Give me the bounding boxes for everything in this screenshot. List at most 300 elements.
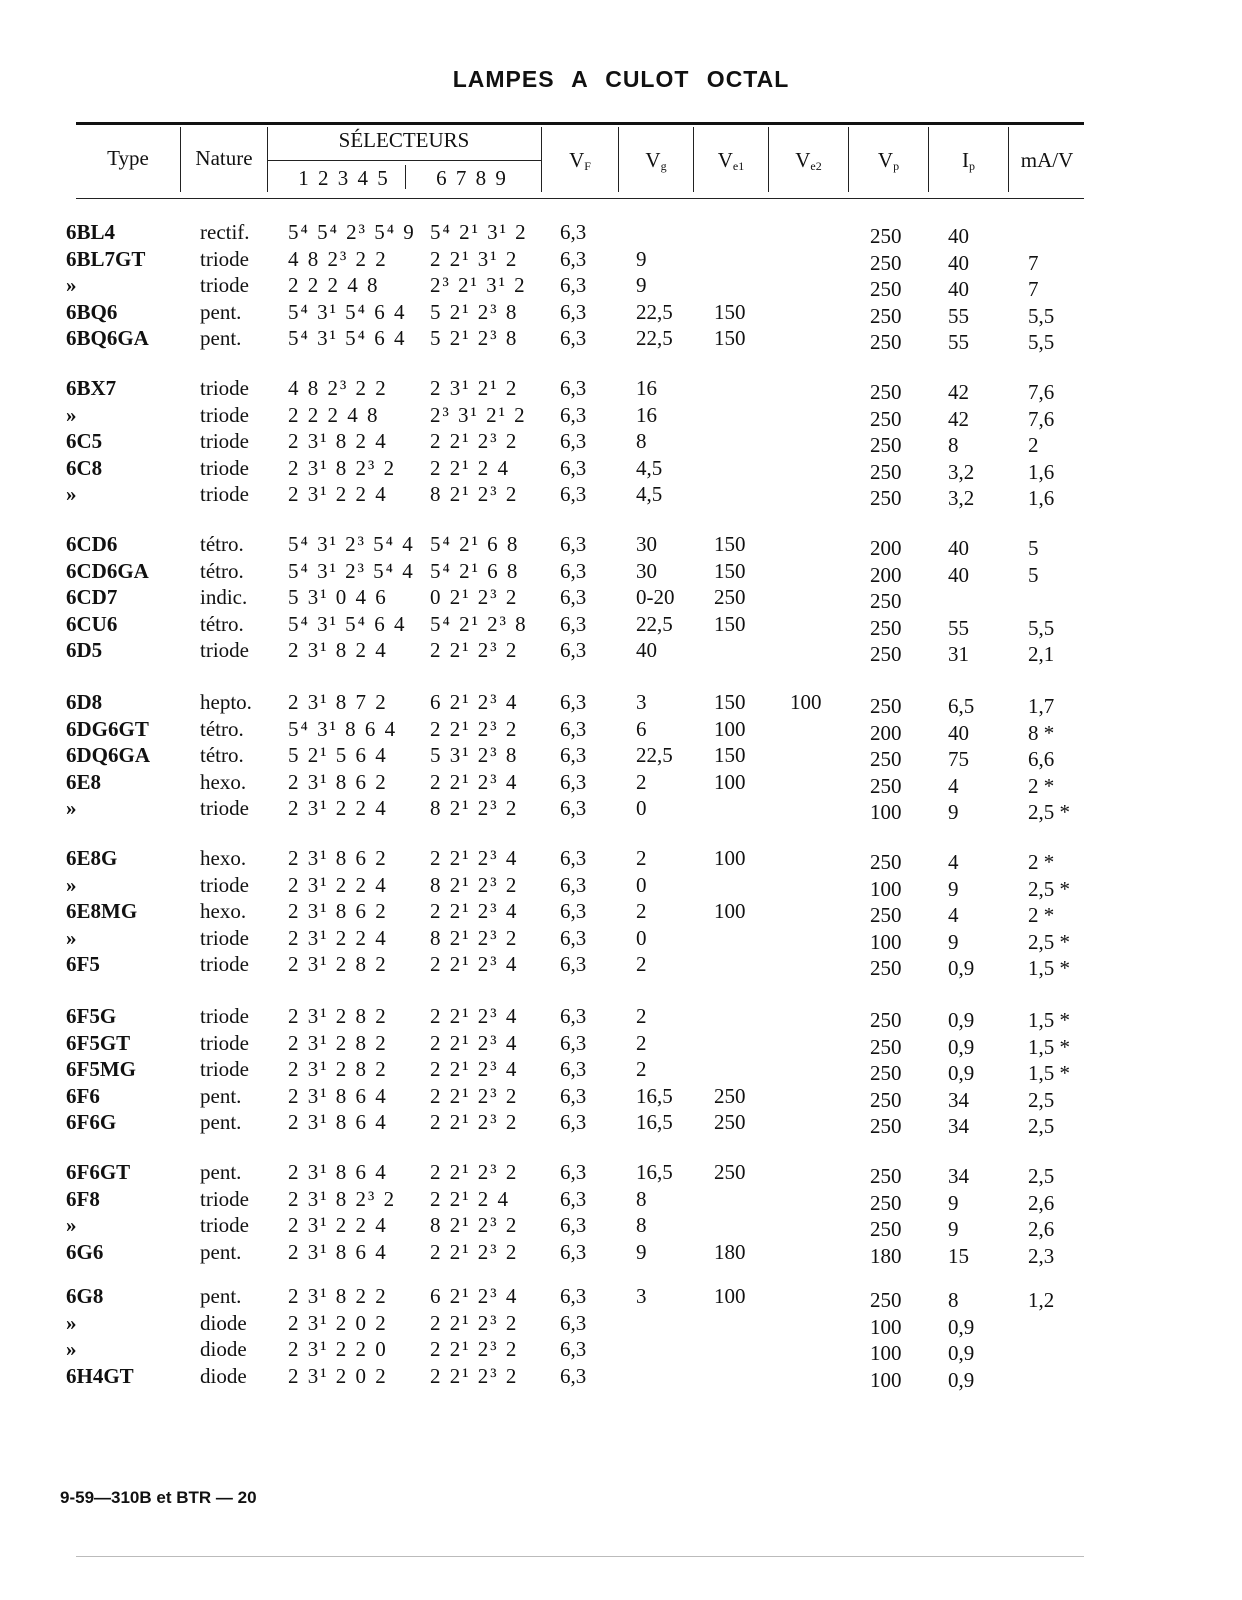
cell-s2: 2 2¹ 2³ 2	[430, 1363, 519, 1388]
cell-vg: 30	[636, 558, 657, 583]
table-row	[0, 1213, 1242, 1240]
cell-vf: 6,3	[560, 429, 587, 454]
cell-ve1: 100	[714, 769, 746, 794]
cell-mav: 1,5 *	[1028, 1034, 1070, 1059]
cell-vf: 6,3	[560, 1186, 587, 1211]
table-row	[0, 796, 1242, 823]
cell-vf: 6,3	[560, 376, 587, 400]
cell-vf: 6,3	[560, 769, 587, 794]
cell-vf: 6,3	[560, 402, 587, 427]
cell-ip: 4	[948, 773, 959, 798]
table-row	[0, 429, 1242, 456]
cell-vf: 6,3	[560, 482, 587, 507]
cell-type: 6F5GT	[66, 1030, 131, 1055]
cell-ve1: 250	[714, 585, 746, 610]
cell-s1: 2 3¹ 8 6 4	[288, 1110, 388, 1135]
table-row	[0, 899, 1242, 926]
cell-ip: 34	[948, 1087, 969, 1112]
cell-ve1: 150	[714, 326, 746, 351]
cell-mav: 2,5	[1028, 1114, 1055, 1139]
cell-ip: 40	[948, 277, 969, 302]
cell-mav: 2,1	[1028, 642, 1055, 667]
cell-ip: 4	[948, 903, 959, 928]
cell-vg: 16	[636, 402, 657, 427]
cell-vf: 6,3	[560, 690, 587, 714]
table-row	[0, 403, 1242, 430]
cell-ve1: 150	[714, 532, 746, 556]
cell-vg: 9	[636, 273, 647, 298]
cell-s1: 2 3¹ 2 2 4	[288, 1213, 388, 1238]
cell-vg: 22,5	[636, 299, 673, 324]
cell-vf: 6,3	[560, 1110, 587, 1135]
cell-s1: 2 3¹ 2 0 2	[288, 1310, 388, 1335]
cell-vf: 6,3	[560, 1057, 587, 1082]
table-row	[0, 638, 1242, 665]
cell-vp: 250	[870, 459, 902, 484]
cell-type: 6F6G	[66, 1110, 117, 1135]
cell-nature: triode	[200, 1213, 249, 1238]
header-vg-label: V	[645, 148, 661, 172]
cell-ip: 0,9	[948, 1341, 975, 1366]
cell-type: 6D8	[66, 690, 103, 714]
cell-ve1: 150	[714, 690, 746, 714]
table-row	[0, 770, 1242, 797]
cell-type: 6CD6GA	[66, 558, 149, 583]
cell-nature: triode	[200, 872, 249, 897]
cell-nature: triode	[200, 925, 249, 950]
table-row	[0, 717, 1242, 744]
cell-vg: 4,5	[636, 482, 663, 507]
cell-vg: 16	[636, 376, 657, 400]
header-ve1-label: V	[717, 148, 733, 172]
cell-s2: 2 2¹ 2³ 4	[430, 1057, 519, 1082]
cell-mav: 2 *	[1028, 773, 1055, 798]
cell-type: 6H4GT	[66, 1363, 134, 1388]
cell-type: 6DG6GT	[66, 716, 149, 741]
cell-type: 6BQ6GA	[66, 326, 149, 351]
cell-s2: 0 2¹ 2³ 2	[430, 585, 519, 610]
table-row	[0, 952, 1242, 979]
cell-vp: 250	[870, 642, 902, 667]
cell-vf: 6,3	[560, 952, 587, 977]
cell-nature: triode	[200, 1057, 249, 1082]
cell-vg: 40	[636, 638, 657, 663]
cell-vg: 2	[636, 1030, 647, 1055]
cell-vf: 6,3	[560, 1030, 587, 1055]
cell-nature: tétro.	[200, 558, 244, 583]
header-selecteurs-6-9: 6 7 8 9	[436, 166, 508, 190]
table-row	[0, 1337, 1242, 1364]
cell-mav: 8 *	[1028, 720, 1055, 745]
page-footer: 9-59—310B et BTR — 20	[60, 1488, 257, 1507]
cell-s1: 2 3¹ 8 2 4	[288, 638, 388, 663]
cell-mav: 6,6	[1028, 747, 1055, 772]
cell-mav: 2,6	[1028, 1217, 1055, 1242]
cell-ve1: 100	[714, 846, 746, 870]
cell-vp: 200	[870, 536, 902, 560]
cell-s1: 2 3¹ 2 2 4	[288, 872, 388, 897]
header-ve2	[769, 148, 848, 174]
cell-vf: 6,3	[560, 273, 587, 298]
cell-s2: 5⁴ 2¹ 2³ 8	[430, 611, 528, 636]
cell-s1: 5⁴ 3¹ 8 6 4	[288, 716, 398, 741]
cell-nature: pent.	[200, 1284, 242, 1308]
header-ip-sub: p	[969, 159, 975, 173]
table-row	[0, 1240, 1242, 1267]
table-row	[0, 1160, 1242, 1187]
cell-nature: pent.	[200, 299, 242, 324]
cell-type: 6C5	[66, 429, 103, 454]
cell-vf: 6,3	[560, 220, 587, 244]
cell-vf: 6,3	[560, 1239, 587, 1264]
cell-nature: triode	[200, 482, 249, 507]
cell-mav: 2	[1028, 433, 1039, 458]
cell-nature: pent.	[200, 1110, 242, 1135]
cell-ip: 42	[948, 406, 969, 431]
cell-vg: 9	[636, 1239, 647, 1264]
header-vg-sub: g	[660, 159, 667, 173]
cell-vp: 250	[870, 773, 902, 798]
table-row	[0, 247, 1242, 274]
table-row	[0, 326, 1242, 353]
cell-vg: 3	[636, 1284, 647, 1308]
cell-nature: triode	[200, 1030, 249, 1055]
cell-ip: 0,9	[948, 1034, 975, 1059]
cell-ve1: 250	[714, 1160, 746, 1184]
cell-type: 6E8G	[66, 846, 118, 870]
cell-nature: indic.	[200, 585, 248, 610]
cell-vg: 2	[636, 1004, 647, 1028]
cell-ip: 75	[948, 747, 969, 772]
cell-nature: triode	[200, 273, 249, 298]
cell-vf: 6,3	[560, 899, 587, 924]
cell-vp: 250	[870, 277, 902, 302]
cell-s2: 5 3¹ 2³ 8	[430, 743, 519, 768]
cell-ip: 31	[948, 642, 969, 667]
cell-s1: 5 3¹ 0 4 6	[288, 585, 388, 610]
cell-vf: 6,3	[560, 1337, 587, 1362]
cell-type: »	[66, 872, 77, 897]
cell-s1: 2 3¹ 8 2 2	[288, 1284, 388, 1308]
cell-s2: 2 2¹ 3¹ 2	[430, 246, 519, 271]
cell-type: 6F8	[66, 1186, 100, 1211]
cell-type: 6G8	[66, 1284, 104, 1308]
cell-mav: 2,6	[1028, 1190, 1055, 1215]
cell-vf: 6,3	[560, 1083, 587, 1108]
table-header-rule	[76, 198, 1084, 199]
cell-vg: 8	[636, 429, 647, 454]
cell-type: 6G6	[66, 1239, 104, 1264]
cell-nature: triode	[200, 638, 249, 663]
cell-ip: 0,9	[948, 956, 975, 981]
table-row	[0, 376, 1242, 403]
cell-mav: 2 *	[1028, 850, 1055, 874]
cell-ip: 15	[948, 1243, 969, 1268]
cell-nature: triode	[200, 402, 249, 427]
cell-s1: 2 3¹ 8 6 2	[288, 899, 388, 924]
cell-ip: 4	[948, 850, 959, 874]
cell-ip: 8	[948, 433, 959, 458]
cell-s1: 5⁴ 3¹ 5⁴ 6 4	[288, 299, 407, 324]
cell-ip: 8	[948, 1288, 959, 1312]
cell-ip: 9	[948, 1217, 959, 1242]
cell-s2: 2 2¹ 2³ 2	[430, 429, 519, 454]
cell-s2: 2 2¹ 2³ 4	[430, 769, 519, 794]
cell-ip: 34	[948, 1164, 969, 1188]
cell-vp: 100	[870, 876, 902, 901]
cell-ip: 40	[948, 562, 969, 587]
cell-vf: 6,3	[560, 743, 587, 768]
cell-vg: 22,5	[636, 611, 673, 636]
table-row	[0, 585, 1242, 612]
cell-type: 6E8	[66, 769, 102, 794]
cell-s2: 2 2¹ 2³ 2	[430, 1110, 519, 1135]
cell-vp: 250	[870, 1008, 902, 1032]
cell-mav: 1,5 *	[1028, 1061, 1070, 1086]
cell-s2: 2 2¹ 2³ 2	[430, 1160, 519, 1184]
cell-vp: 250	[870, 406, 902, 431]
cell-s2: 2³ 3¹ 2¹ 2	[430, 402, 527, 427]
cell-s2: 2 3¹ 2¹ 2	[430, 376, 519, 400]
cell-s2: 2 2¹ 2³ 2	[430, 1239, 519, 1264]
cell-nature: pent.	[200, 1083, 242, 1108]
cell-vp: 250	[870, 1288, 902, 1312]
cell-ve1: 100	[714, 1284, 746, 1308]
table-row	[0, 690, 1242, 717]
cell-s2: 5⁴ 2¹ 6 8	[430, 558, 520, 583]
cell-type: 6E8MG	[66, 899, 138, 924]
cell-s2: 2 2¹ 2³ 4	[430, 1030, 519, 1055]
cell-s2: 8 2¹ 2³ 2	[430, 872, 519, 897]
cell-vp: 250	[870, 380, 902, 404]
cell-vf: 6,3	[560, 872, 587, 897]
cell-nature: triode	[200, 246, 249, 271]
cell-s1: 2 3¹ 8 2 4	[288, 429, 388, 454]
cell-mav: 5,5	[1028, 330, 1055, 355]
cell-vg: 9	[636, 246, 647, 271]
table-row	[0, 1364, 1242, 1391]
cell-ip: 9	[948, 1190, 959, 1215]
cell-vf: 6,3	[560, 326, 587, 351]
cell-nature: tétro.	[200, 532, 244, 556]
cell-s1: 2 3¹ 8 6 2	[288, 769, 388, 794]
cell-vp: 250	[870, 589, 902, 614]
cell-s1: 2 3¹ 8 6 4	[288, 1083, 388, 1108]
cell-vg: 2	[636, 899, 647, 924]
cell-vp: 250	[870, 330, 902, 355]
cell-s2: 2 2¹ 2³ 2	[430, 638, 519, 663]
cell-nature: triode	[200, 376, 249, 400]
cell-vp: 250	[870, 1217, 902, 1242]
cell-s1: 2 3¹ 2 8 2	[288, 1004, 388, 1028]
cell-ip: 40	[948, 720, 969, 745]
header-ve2-label: V	[795, 148, 811, 172]
cell-vf: 6,3	[560, 846, 587, 870]
cell-type: 6F6	[66, 1083, 100, 1108]
header-vg	[619, 148, 693, 174]
cell-mav: 1,2	[1028, 1288, 1055, 1312]
cell-s2: 2 2¹ 2³ 4	[430, 952, 519, 977]
cell-vp: 250	[870, 903, 902, 928]
cell-mav: 1,5 *	[1028, 956, 1070, 981]
table-row	[0, 220, 1242, 247]
cell-type: »	[66, 1310, 77, 1335]
cell-vg: 3	[636, 690, 647, 714]
table-row	[0, 456, 1242, 483]
cell-ip: 3,2	[948, 486, 975, 511]
cell-nature: triode	[200, 429, 249, 454]
cell-type: 6CU6	[66, 611, 118, 636]
header-ve1-sub: e1	[732, 159, 745, 173]
table-row	[0, 926, 1242, 953]
cell-s2: 8 2¹ 2³ 2	[430, 1213, 519, 1238]
cell-vp: 250	[870, 486, 902, 511]
cell-mav: 5,5	[1028, 303, 1055, 328]
cell-vf: 6,3	[560, 796, 587, 821]
header-mav: mA/V	[1020, 148, 1074, 172]
cell-vp: 250	[870, 433, 902, 458]
header-selecteurs: SÉLECTEURS	[338, 128, 470, 152]
cell-vp: 250	[870, 747, 902, 772]
cell-vp: 100	[870, 1341, 902, 1366]
cell-s2: 5 2¹ 2³ 8	[430, 326, 519, 351]
cell-vg: 22,5	[636, 326, 673, 351]
cell-vp: 250	[870, 1087, 902, 1112]
cell-s2: 2³ 2¹ 3¹ 2	[430, 273, 527, 298]
cell-mav: 7,6	[1028, 406, 1055, 431]
cell-vp: 100	[870, 1314, 902, 1339]
cell-vg: 0	[636, 796, 647, 821]
cell-ip: 40	[948, 536, 969, 560]
cell-s1: 2 3¹ 8 6 4	[288, 1160, 388, 1184]
cell-vf: 6,3	[560, 1363, 587, 1388]
cell-s1: 2 3¹ 2 2 4	[288, 925, 388, 950]
cell-nature: triode	[200, 796, 249, 821]
cell-nature: hexo.	[200, 769, 247, 794]
cell-vp: 250	[870, 1190, 902, 1215]
header-vf-label: V	[569, 148, 585, 172]
cell-s2: 6 2¹ 2³ 4	[430, 690, 519, 714]
cell-s2: 2 2¹ 2 4	[430, 1186, 511, 1211]
cell-vp: 250	[870, 1114, 902, 1139]
cell-ip: 0,9	[948, 1008, 975, 1032]
cell-ip: 6,5	[948, 694, 975, 718]
header-selecteurs-1-5: 1 2 3 4 5	[298, 166, 390, 190]
table-row	[0, 1284, 1242, 1311]
cell-vp: 250	[870, 250, 902, 275]
cell-vf: 6,3	[560, 611, 587, 636]
header-vp-sub: p	[893, 159, 900, 173]
cell-s1: 2 3¹ 2 2 4	[288, 796, 388, 821]
cell-vp: 250	[870, 956, 902, 981]
page-title: LAMPES A CULOT OCTAL	[452, 66, 790, 92]
cell-s1: 2 3¹ 2 8 2	[288, 952, 388, 977]
cell-s1: 2 3¹ 2 2 0	[288, 1337, 388, 1362]
cell-vp: 250	[870, 694, 902, 718]
cell-vg: 8	[636, 1186, 647, 1211]
cell-s1: 5⁴ 3¹ 2³ 5⁴ 4	[288, 558, 415, 583]
cell-vg: 30	[636, 532, 657, 556]
cell-vp: 250	[870, 1061, 902, 1086]
cell-vg: 22,5	[636, 743, 673, 768]
cell-vg: 2	[636, 952, 647, 977]
cell-s1: 2 3¹ 8 7 2	[288, 690, 388, 714]
cell-vg: 2	[636, 1057, 647, 1082]
cell-vf: 6,3	[560, 558, 587, 583]
cell-s2: 2 2¹ 2³ 4	[430, 846, 519, 870]
cell-type: 6C8	[66, 455, 103, 480]
footer-rule	[76, 1556, 1084, 1557]
cell-vf: 6,3	[560, 1284, 587, 1308]
cell-type: 6BQ6	[66, 299, 118, 324]
cell-vg: 16,5	[636, 1160, 673, 1184]
cell-s1: 2 3¹ 8 6 4	[288, 1239, 388, 1264]
cell-nature: hexo.	[200, 846, 247, 870]
cell-ip: 3,2	[948, 459, 975, 484]
cell-vp: 250	[870, 615, 902, 640]
cell-nature: pent.	[200, 1160, 242, 1184]
header-vp-label: V	[877, 148, 894, 172]
cell-mav: 2 *	[1028, 903, 1055, 928]
cell-type: »	[66, 402, 77, 427]
cell-ip: 0,9	[948, 1367, 975, 1392]
cell-vg: 16,5	[636, 1083, 673, 1108]
header-ve2-sub: e2	[810, 159, 822, 173]
cell-nature: diode	[200, 1363, 247, 1388]
cell-vg: 0	[636, 872, 647, 897]
cell-ip: 55	[948, 615, 969, 640]
cell-vg: 8	[636, 1213, 647, 1238]
cell-mav: 2,5 *	[1028, 929, 1070, 954]
cell-ip: 0,9	[948, 1314, 975, 1339]
cell-nature: triode	[200, 1186, 249, 1211]
cell-ip: 9	[948, 876, 959, 901]
cell-s1: 2 3¹ 2 8 2	[288, 1030, 388, 1055]
cell-type: 6BL4	[66, 220, 116, 244]
cell-ve1: 150	[714, 558, 746, 583]
cell-vf: 6,3	[560, 716, 587, 741]
table-row	[0, 1084, 1242, 1111]
cell-vp: 250	[870, 1164, 902, 1188]
cell-s1: 4 8 2³ 2 2	[288, 246, 388, 271]
header-ip	[929, 148, 1008, 174]
cell-type: »	[66, 1213, 77, 1238]
table-top-rule	[76, 122, 1084, 125]
cell-ip: 34	[948, 1114, 969, 1139]
cell-mav: 1,6	[1028, 486, 1055, 511]
cell-mav: 5,5	[1028, 615, 1055, 640]
cell-vp: 250	[870, 1034, 902, 1059]
cell-ve1: 100	[714, 716, 746, 741]
cell-s1: 2 3¹ 2 2 4	[288, 482, 388, 507]
cell-s2: 2 2¹ 2³ 4	[430, 899, 519, 924]
cell-s2: 6 2¹ 2³ 4	[430, 1284, 519, 1308]
table-row	[0, 743, 1242, 770]
cell-ve2: 100	[790, 690, 822, 714]
cell-s2: 8 2¹ 2³ 2	[430, 796, 519, 821]
cell-vg: 0-20	[636, 585, 675, 610]
cell-mav: 1,7	[1028, 694, 1055, 718]
cell-s1: 5 2¹ 5 6 4	[288, 743, 388, 768]
cell-nature: rectif.	[200, 220, 250, 244]
cell-mav: 2,5 *	[1028, 800, 1070, 825]
header-ip-label: I	[962, 148, 969, 172]
cell-mav: 2,5	[1028, 1164, 1055, 1188]
cell-ip: 9	[948, 800, 959, 825]
header-type: Type	[107, 146, 149, 170]
cell-type: 6DQ6GA	[66, 743, 150, 768]
header-vf-sub: F	[584, 159, 591, 173]
